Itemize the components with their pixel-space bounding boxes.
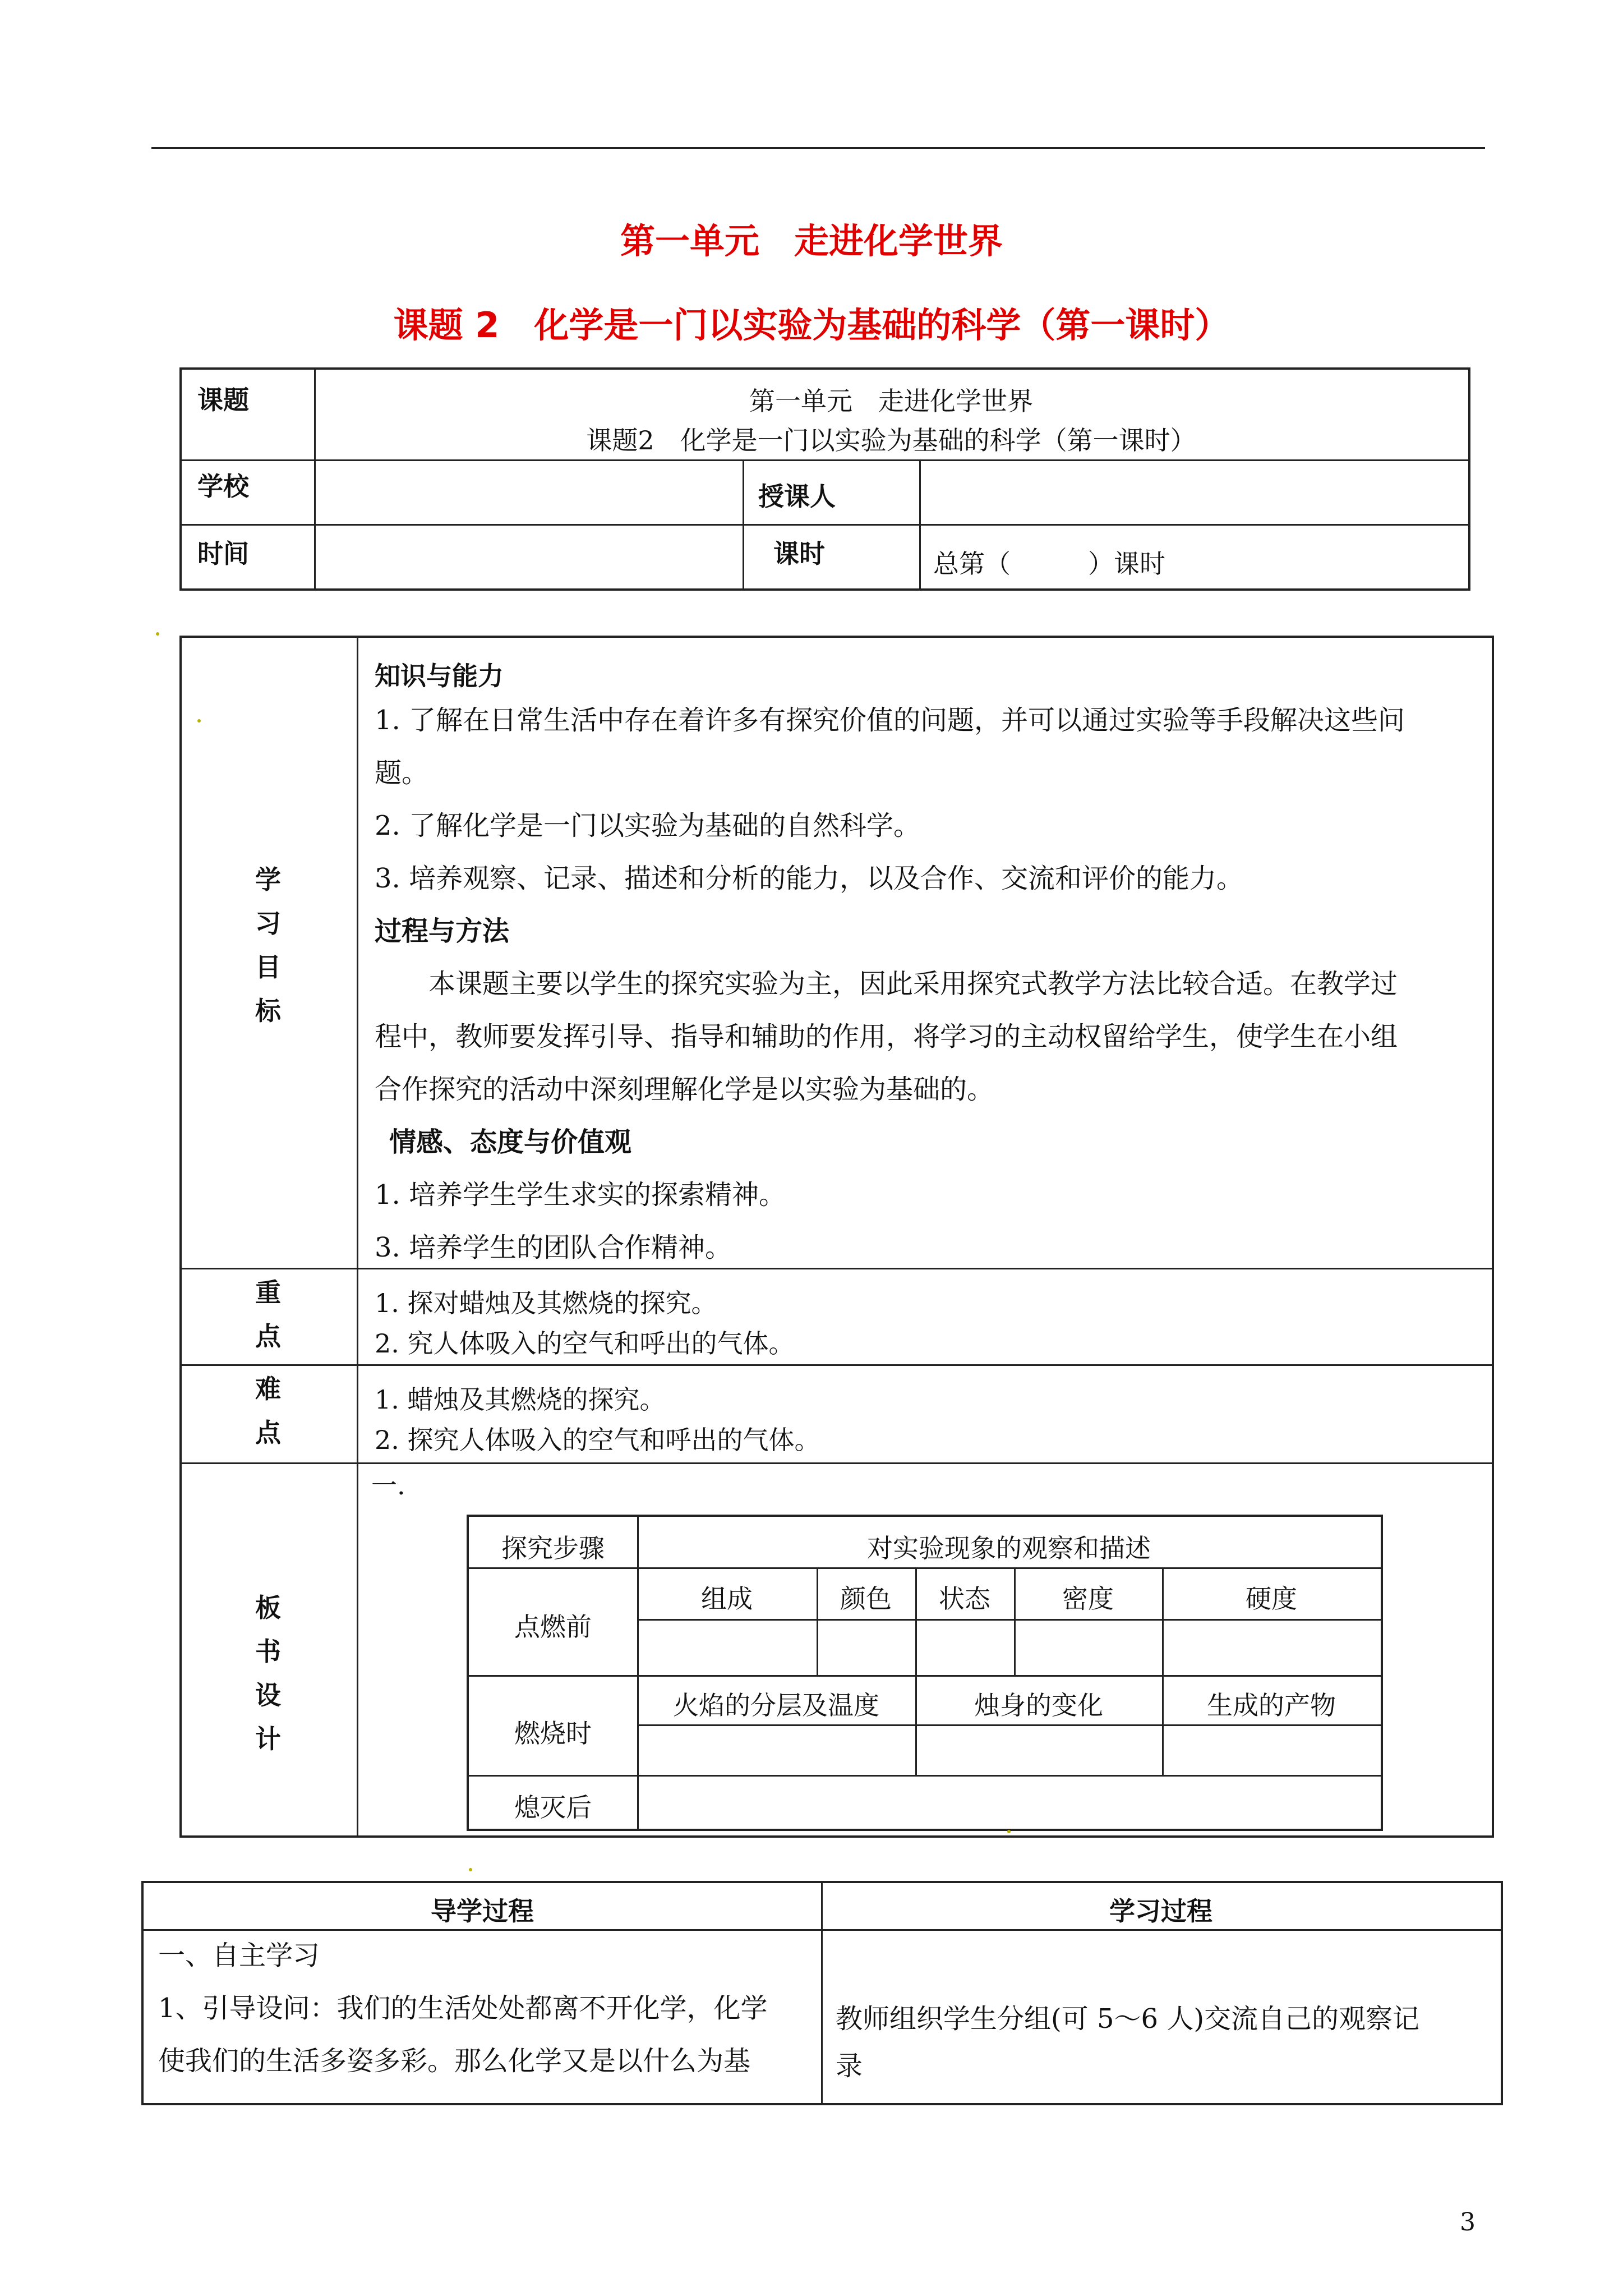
course-line2: 课题2 化学是一门以实验为基础的科学（第一课时）: [586, 425, 1196, 455]
speck: [1007, 1830, 1011, 1833]
objectives-table: [179, 636, 1494, 1838]
teacher-label: 授课人: [758, 481, 836, 512]
learn-text: 教师组织学生分组(可 5～6 人)交流自己的观察记 录: [836, 2003, 1420, 2082]
col-hardness: 硬度: [1246, 1584, 1297, 1614]
col-candle-body: 烛身的变化: [974, 1690, 1103, 1720]
period-value: 总第（ ）课时: [933, 549, 1165, 579]
experiment-table: [467, 1515, 1383, 1831]
difficulties-label: 难 点: [255, 1374, 281, 1448]
key-point-2: 2. 究人体吸入的空气和呼出的气体。: [375, 1328, 795, 1359]
info-table: [179, 367, 1470, 591]
header-rule: [151, 147, 1485, 149]
observation-header: 对实验现象的观察和描述: [867, 1533, 1151, 1563]
objectives-text: 1. 了解在日常生活中存在着许多有探究价值的问题，并可以通过实验等手段解决这些问 题。 2. 了解化学是一门以实验为基础的自然科学。 3. 培养观察、记录、描述和分析的能力，以及合作、交流和评价的能力。 过程与方法 本课题主要以学生的探究实验为主，因此采用探究式教学方法比较合适。在教学过 程中，教师要发挥引导、指导和辅助的作用，将学习的主动权留给学生，使学生在小组 合作探究的活动中深刻理解化学是以实验为基础的。 情感、态度与价值观 1. 培养学生学生求实的探索精神。 3. 培养学生的团队合作精神。: [375, 694, 1485, 1274]
process-table: [141, 1881, 1503, 2105]
col-products: 生成的产物: [1207, 1690, 1336, 1720]
col-flame: 火焰的分层及温度: [673, 1690, 879, 1720]
lesson-title: 课题 2 化学是一门以实验为基础的科学（第一课时）: [393, 305, 1230, 346]
learn-header: 学习过程: [1109, 1896, 1212, 1926]
unit-title: 第一单元 走进化学世界: [620, 220, 1003, 261]
course-label: 课题: [197, 385, 249, 415]
key-points-label: 重 点: [255, 1277, 281, 1351]
course-line1: 第一单元 走进化学世界: [749, 386, 1033, 416]
difficulty-2: 2. 探究人体吸入的空气和呼出的气体。: [375, 1425, 820, 1455]
key-point-1: 1. 探对蜡烛及其燃烧的探究。: [375, 1288, 717, 1318]
col-state: 状态: [939, 1584, 990, 1614]
speck: [469, 1868, 472, 1871]
col-composition: 组成: [701, 1584, 753, 1614]
period-label: 课时: [773, 539, 825, 569]
burning: 燃烧时: [514, 1718, 592, 1749]
speck: [156, 632, 159, 636]
guide-header: 导学过程: [431, 1896, 534, 1926]
page-number: 3: [1460, 2208, 1476, 2237]
difficulty-1: 1. 蜡烛及其燃烧的探究。: [375, 1384, 666, 1415]
school-label: 学校: [197, 471, 249, 501]
after-extinguish: 熄灭后: [514, 1792, 592, 1823]
board-label: 板 书 设 计: [255, 1593, 281, 1754]
knowledge-heading: 知识与能力: [375, 661, 504, 691]
guide-text: 一、自主学习 1、引导设问：我们的生活处处都离不开化学，化学 使我们的生活多姿多彩。那么化学又是以什么为基: [158, 1940, 768, 2077]
before-ignition: 点燃前: [514, 1612, 592, 1642]
process-heading: 过程与方法: [375, 915, 510, 947]
col-density: 密度: [1062, 1584, 1114, 1614]
board-prefix: 一.: [371, 1470, 405, 1501]
col-color: 颜色: [840, 1584, 892, 1614]
objectives-label: 学 习 目 标: [255, 864, 281, 1026]
time-label: 时间: [197, 539, 249, 569]
attitude-heading: 情感、态度与价值观: [389, 1126, 632, 1158]
step-header: 探究步骤: [501, 1533, 605, 1563]
